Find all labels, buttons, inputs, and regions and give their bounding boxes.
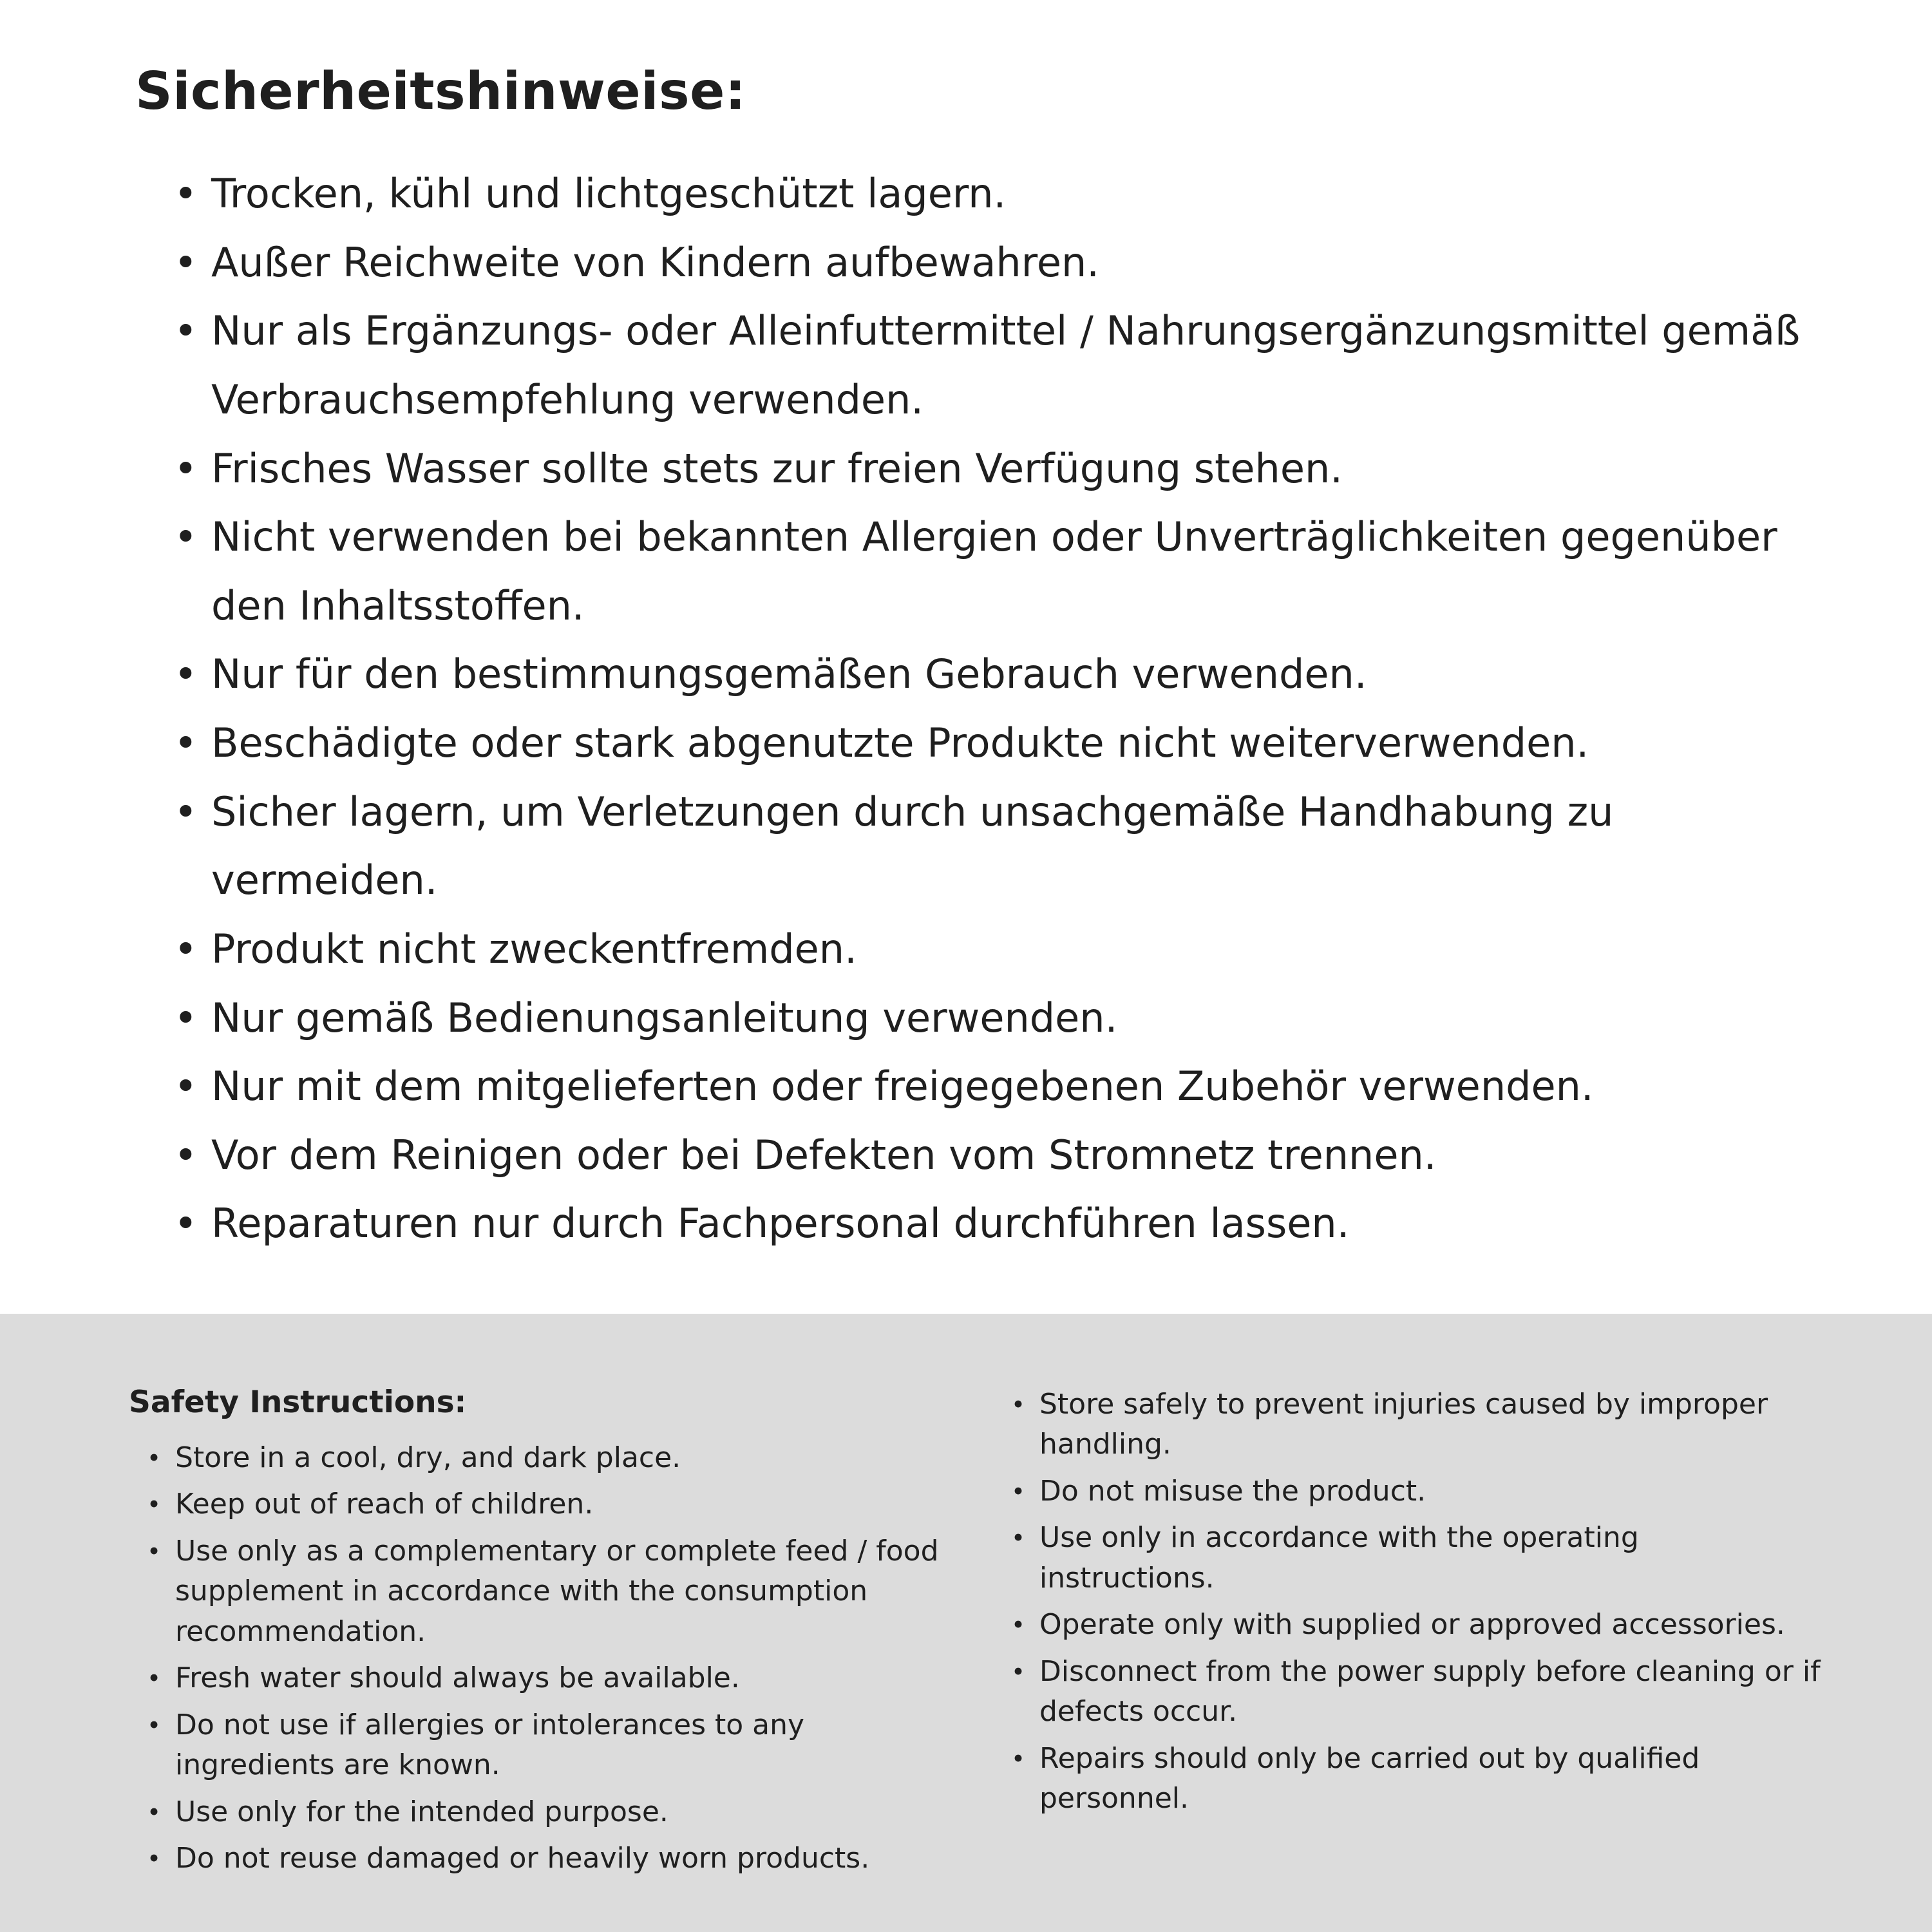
list-item: • Do not use if allergies or intolerances to any ingredients are known.: [147, 1705, 940, 1786]
list-item: • Nur gemäß Bedienungsanleitung verwenden.: [174, 984, 1835, 1053]
english-right-column: [1011, 1385, 1823, 1893]
list-item: • Nur für den bestimmungsgemäßen Gebrauch verwenden.: [174, 640, 1835, 709]
list-item: • Nicht verwenden bei bekannten Allergien oder Unverträglichkeiten gegenüber den Inhaltsstoffen.: [174, 503, 1835, 640]
list-item: • Do not misuse the product.: [1011, 1472, 1823, 1511]
english-safety-section: [0, 1314, 1932, 1932]
list-item: • Sicher lagern, um Verletzungen durch unsachgemäße Handhabung zu vermeiden.: [174, 778, 1835, 915]
list-item: • Do not reuse damaged or heavily worn products.: [147, 1839, 940, 1879]
english-safety-list-right: [1011, 1385, 1823, 1819]
list-item: • Außer Reichweite von Kindern aufbewahren.: [174, 229, 1835, 298]
list-item: • Nur als Ergänzungs- oder Alleinfuttermittel / Nahrungsergänzungsmittel gemäß Verbrauchsempfehlung verwenden.: [174, 297, 1835, 434]
list-item: • Use only as a complementary or complete feed / food supplement in accordance with the consumption recommendation.: [147, 1531, 940, 1652]
list-item: • Frisches Wasser sollte stets zur freien Verfügung stehen.: [174, 435, 1835, 504]
list-item: • Produkt nicht zweckentfremden.: [174, 915, 1835, 984]
list-item: • Operate only with supplied or approved accessories.: [1011, 1605, 1823, 1645]
list-item: • Nur mit dem mitgelieferten oder freigegebenen Zubehör verwenden.: [174, 1052, 1835, 1121]
english-section-title: Safety Instructions:: [129, 1385, 467, 1420]
list-item: • Vor dem Reinigen oder bei Defekten vom Stromnetz trennen.: [174, 1121, 1835, 1190]
list-item: • Repairs should only be carried out by qualified personnel.: [1011, 1739, 1823, 1819]
german-section-title: Sicherheitshinweise:: [135, 61, 746, 121]
list-item: • Disconnect from the power supply before cleaning or if defects occur.: [1011, 1652, 1823, 1732]
list-item: • Beschädigte oder stark abgenutzte Produkte nicht weiterverwenden.: [174, 709, 1835, 778]
list-item: • Trocken, kühl und lichtgeschützt lagern.: [174, 160, 1835, 229]
list-item: • Keep out of reach of children.: [147, 1484, 940, 1524]
list-item: • Fresh water should always be available.: [147, 1658, 940, 1698]
english-left-column: [129, 1385, 940, 1893]
german-safety-list: [135, 160, 1835, 1258]
list-item: • Store safely to prevent injuries caused by improper handling.: [1011, 1385, 1823, 1465]
list-item: • Use only in accordance with the operating instructions.: [1011, 1518, 1823, 1598]
list-item: • Store in a cool, dry, and dark place.: [147, 1438, 940, 1478]
english-safety-list-left: [129, 1438, 940, 1879]
list-item: • Use only for the intended purpose.: [147, 1792, 940, 1832]
list-item: • Reparaturen nur durch Fachpersonal durchführen lassen.: [174, 1189, 1835, 1258]
